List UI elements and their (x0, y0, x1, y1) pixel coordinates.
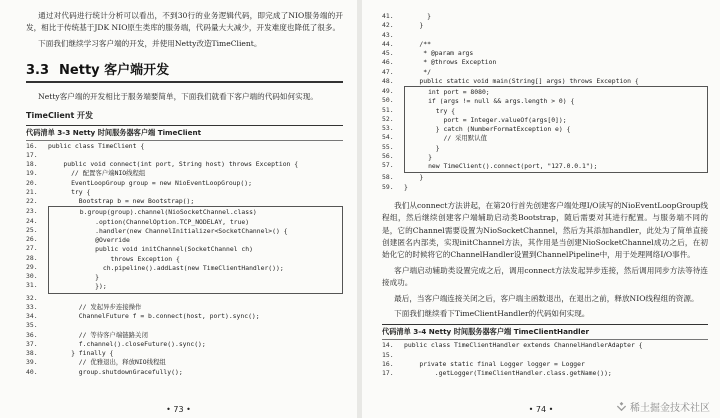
code-line (382, 77, 708, 86)
paragraph: 最后，当客户端连接关闭之后，客户端主函数退出，在退出之前，释放NIO线程组的资源。 (394, 293, 699, 303)
paragraph: 下面我们继续学习客户端的开发，并使用Netty改造TimeClient。 (38, 38, 262, 48)
code-line (382, 173, 708, 182)
watermark-text: 稀土掘金技术社区 (630, 403, 710, 414)
right-page (362, 0, 720, 418)
code-text: public class TimeClient { (48, 141, 145, 150)
line-number: 38. (26, 349, 38, 358)
line-number: 17. (382, 369, 394, 378)
line-number: 39. (26, 358, 38, 367)
line-number: 18. (26, 160, 38, 169)
code-text: }); (49, 282, 107, 291)
code-text: // 等待客户端链路关闭 (48, 330, 148, 339)
code-text: ChannelFuture f = b.connect(host, port).sync(); (48, 312, 260, 321)
line-number: 45. (382, 49, 394, 57)
code-text: throws Exception { (49, 254, 180, 263)
line-number: 32. (26, 293, 38, 302)
line-number: 30. (26, 272, 38, 281)
code-text: .getLogger(TimeClientHandler.class.getName()); (404, 369, 612, 378)
code-line (405, 134, 707, 143)
code-line (26, 197, 343, 206)
line-number: 59. (382, 182, 394, 191)
code-line (26, 331, 343, 340)
line-number: 25. (26, 225, 38, 234)
page-number: • 74 • (528, 405, 554, 414)
code-line (382, 369, 708, 378)
code-line (382, 40, 708, 49)
code-highlight-box (48, 206, 343, 293)
code-highlight-box (404, 86, 708, 173)
code-line (405, 88, 707, 97)
line-number: 50. (382, 96, 394, 105)
code-text: } (404, 182, 408, 191)
line-number: 33. (26, 302, 38, 311)
code-line (26, 169, 343, 178)
code-text: * @throws Exception (404, 58, 497, 67)
code-line (26, 368, 343, 377)
code-text: // 采用默认值 (405, 134, 487, 143)
line-number: 56. (382, 151, 394, 160)
code-text: ch.pipeline().addLast(new TimeClientHandler()); (49, 263, 284, 272)
code-text: b.group(group).channel(NioSocketChannel.class) (49, 208, 257, 217)
code-line (26, 188, 343, 197)
code-text: private static final Logger logger = Logger (404, 359, 585, 368)
code-listing (382, 12, 708, 192)
code-line (26, 312, 343, 321)
line-number: 41. (382, 12, 394, 20)
code-text: @Override (49, 236, 130, 245)
paragraph: 下面我们继续看下TimeClientHandler的代码如何实现。 (394, 309, 590, 318)
paragraph: 我们从connect方法讲起，在第20行首先创建客户端处理I/O读写的NioEventLoopGroup线程组，然后继续创建客户端辅助启动类Bootstrap，随后需要对其进行配置。与服务端不同的是，它的Channel需要设置为NioSocketChannel，然后为其添加handler，此处为了简单直接创建匿名内部类，实现initChannel方法，其作用是当创建NioSocketChannel成功之后，在初始化它的时候将它的ChannelHandler设置到ChannelPipeline中，用于处理网络I/O事件。 (382, 200, 708, 260)
line-number: 36. (26, 330, 38, 339)
code-listing (26, 142, 343, 377)
paragraph: 客户端启动辅助类设置完成之后，调用connect方法发起异步连接，然后调用同步方法等待连接成功。 (382, 265, 708, 288)
code-line (26, 349, 343, 358)
code-text: if (args != null && args.length > 0) { (405, 97, 575, 106)
line-number: 14. (382, 341, 394, 350)
section-heading (26, 59, 343, 83)
code-line (49, 255, 342, 264)
code-line (382, 183, 708, 192)
line-number: 15. (382, 350, 394, 359)
code-text: } (49, 273, 100, 282)
juejin-logo-icon (616, 401, 627, 412)
code-text: } (404, 21, 424, 30)
line-number: 16. (26, 141, 38, 150)
code-line (405, 144, 707, 153)
line-number: 49. (382, 87, 394, 95)
code-text: public static void main(String[] args) throws Exception { (404, 76, 639, 85)
code-text: try { (48, 187, 91, 196)
line-number: 46. (382, 58, 394, 67)
line-number: 27. (26, 244, 38, 253)
code-line (382, 31, 708, 40)
line-number: 16. (382, 359, 394, 368)
code-line (26, 303, 343, 312)
line-number: 24. (26, 216, 38, 225)
code-line (382, 21, 708, 30)
code-line (26, 358, 343, 367)
code-text: // 优雅退出，释放NIO线程组 (48, 358, 166, 367)
line-number: 35. (26, 321, 38, 330)
listing-caption: 代码清单 3-3 Netty 时间服务器客户端 TimeClient (26, 125, 343, 141)
code-line (405, 125, 707, 134)
line-number: 52. (382, 114, 394, 123)
line-number: 51. (382, 105, 394, 114)
code-line (382, 341, 708, 350)
code-text: port = Integer.valueOf(args[0]); (405, 115, 567, 124)
code-line (26, 151, 343, 160)
section-number: 3.3 (26, 63, 50, 79)
code-line (49, 236, 342, 245)
code-text: int port = 8080; (405, 88, 490, 96)
code-text: f.channel().closeFuture().sync(); (48, 339, 206, 348)
left-page (0, 0, 357, 418)
line-number: 57. (382, 161, 394, 169)
code-text: EventLoopGroup group = new NioEventLoopGroup(); (48, 178, 252, 187)
code-text: } (404, 12, 431, 20)
code-line (405, 116, 707, 125)
paragraph: 通过对代码进行统计分析可以看出，不到30行的业务逻辑代码，即完成了NIO服务端的开发，相比于传统基于JDK NIO原生类库的服务端，代码量大大减少，开发难度也降低了很多。 (26, 11, 343, 33)
line-number: 20. (26, 178, 38, 187)
code-line (26, 321, 343, 330)
code-line (405, 97, 707, 106)
code-text: public void connect(int port, String host) throws Exception { (48, 160, 299, 169)
line-number: 28. (26, 253, 38, 262)
paragraph: Netty客户端的开发相比于服务端要简单，下面我们就看下客户端的代码如何实现。 (38, 92, 318, 102)
line-number: 29. (26, 262, 38, 271)
code-line (405, 107, 707, 116)
code-line (382, 68, 708, 77)
code-line (49, 273, 342, 282)
code-text: .handler(new ChannelInitializer<SocketChannel>() { (49, 226, 288, 235)
line-number: 48. (382, 76, 394, 85)
line-number: 44. (382, 39, 394, 48)
code-text: /** (404, 39, 431, 48)
code-text: public void initChannel(SocketChannel ch) (49, 245, 253, 254)
section-title: Netty 客户端开发 (59, 63, 170, 79)
code-text: * @param args (404, 49, 474, 57)
line-number: 22. (26, 197, 38, 206)
code-line (405, 162, 707, 171)
code-text: } (404, 173, 424, 182)
code-line (49, 245, 342, 254)
code-line (382, 360, 708, 369)
line-number: 34. (26, 312, 38, 321)
code-text: } (405, 143, 440, 152)
code-line (405, 153, 707, 162)
code-line (26, 340, 343, 349)
code-text: } catch (NumberFormatException e) { (405, 125, 571, 133)
code-line (49, 208, 342, 217)
line-number: 58. (382, 173, 394, 182)
code-text: // 发起异步连接操作 (48, 302, 142, 311)
code-line (382, 12, 708, 21)
code-line (49, 264, 342, 273)
line-number: 21. (26, 187, 38, 196)
line-number: 53. (382, 124, 394, 132)
code-text: } (405, 152, 432, 161)
code-line (26, 142, 343, 151)
code-text: new TimeClient().connect(port, "127.0.0.1"); (405, 162, 598, 170)
code-line (26, 160, 343, 169)
line-number: 37. (26, 339, 38, 348)
code-line (49, 282, 342, 291)
line-number: 54. (382, 133, 394, 142)
code-text: Bootstrap b = new Bootstrap(); (48, 197, 195, 206)
line-number: 40. (26, 367, 38, 376)
code-text: public class TimeClientHandler extends ChannelHandlerAdapter { (404, 341, 643, 350)
line-number: 17. (26, 150, 38, 159)
watermark (616, 399, 710, 414)
code-line (382, 49, 708, 58)
code-line (382, 351, 708, 360)
code-text: // 配置客户端NIO线程组 (48, 169, 146, 178)
code-line (26, 294, 343, 303)
listing-caption: 代码清单 3-4 Netty 时间服务器客户端 TimeClientHandler (382, 324, 708, 340)
code-text: .option(ChannelOption.TCP_NODELAY, true) (49, 217, 250, 226)
line-number: 43. (382, 30, 394, 39)
code-text: try { (405, 106, 456, 115)
line-number: 19. (26, 169, 38, 178)
code-text: */ (404, 67, 431, 76)
line-number: 42. (382, 21, 394, 30)
code-line (26, 179, 343, 188)
line-number: 47. (382, 67, 394, 76)
code-line (382, 58, 708, 67)
line-number: 26. (26, 235, 38, 244)
code-listing (382, 341, 708, 378)
line-number: 55. (382, 142, 394, 151)
page-number: • 73 • (166, 405, 191, 414)
code-line (49, 218, 342, 227)
line-number: 23. (26, 207, 38, 216)
code-text: group.shutdownGracefully(); (48, 367, 183, 376)
code-line (49, 227, 342, 236)
line-number: 31. (26, 281, 38, 290)
sub-heading: TimeClient 开发 (26, 110, 94, 120)
code-text: } finally { (48, 349, 114, 358)
